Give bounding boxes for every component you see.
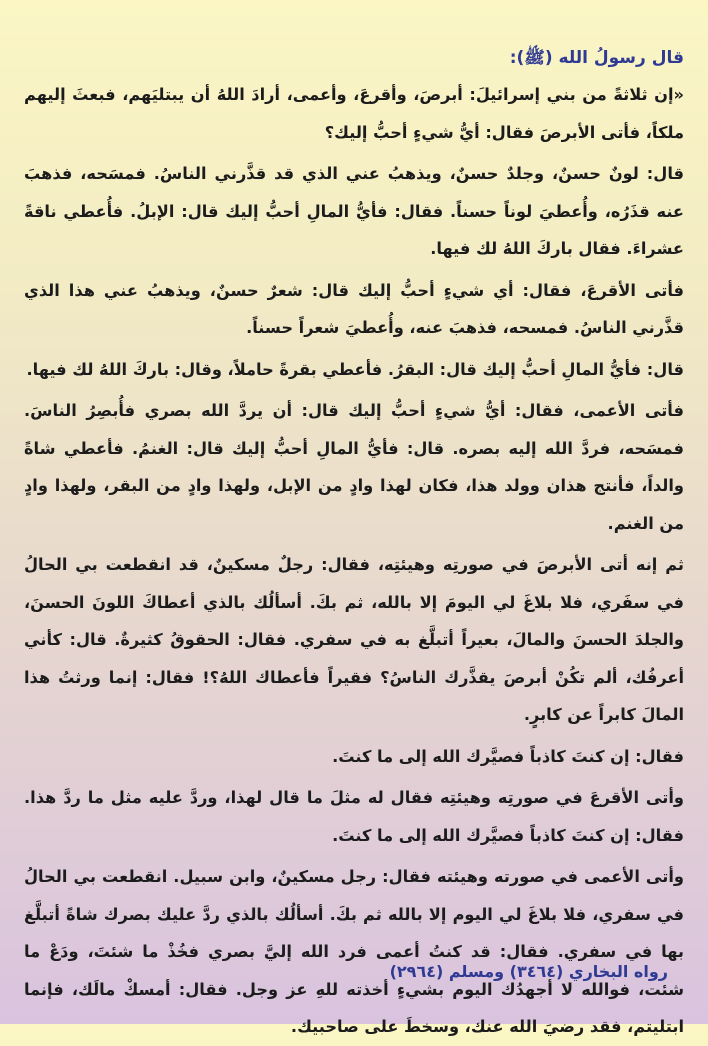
paragraph-6: ثم إنه أتى الأبرصَ في صورتِه وهيئتِه، فقال: رجلٌ مسكينٌ، قد انقطعت بي الحالُ في سفَري، فلا بلاغَ لي اليومَ إلا بالله، ثم بكَ. أسألُك بالذي أعطاكَ اللونَ الحسنَ، والجلدَ الحسنَ والمالَ، بعيراً أتبلَّغ به في سفري. فقال: الحقوقُ كثيرةٌ. قال: كأني أعرفُك، ألم تكُنْ أبرصَ يقذَّرك الناسُ؟ فقيراً فأعطاك اللهُ؟! فقال: إنما ورثتُ هذا المالَ كابراً عن كابرٍ. [24, 555, 684, 724]
paragraph-3: فأتى الأقرعَ، فقال: أي شيءٍ أحبُّ إليك قال: شعرٌ حسنٌ، ويذهبُ عني هذا الذي قذَّرني الناسُ. فمسحه، فذهبَ عنه، وأُعطيَ شعراً حسناً. [24, 280, 684, 337]
paragraph-1: «إن ثلاثةً من بني إسرائيلَ: أبرصَ، وأقرعَ، وأعمى، أرادَ اللهُ أن يبتليَهم، فبعثَ إليهم ملكاً، فأتى الأبرصَ فقال: أيُّ شيءٍ أحبُّ إليك؟ [24, 85, 684, 142]
paragraph-4: قال: فأيُّ المالِ أحبُّ إليك قال: البقرُ. فأعطي بقرةً حاملاً، وقال: باركَ اللهُ لك فيها. [26, 359, 684, 379]
paragraph-8: وأتى الأقرعَ في صورتِه وهيئتِه فقال له مثلَ ما قال لهذا، وردَّ عليه مثل ما ردَّ هذا. فقال: إن كنتَ كاذباً فصيَّرك الله إلى ما كنتَ. [24, 788, 684, 845]
paragraph-7: فقال: إن كنتَ كاذباً فصيَّرك الله إلى ما كنتَ. [332, 746, 684, 766]
paragraph-5: فأتى الأعمى، فقال: أيُّ شيءٍ أحبُّ إليك قال: أن يردَّ الله بصري فأُبصِرُ الناسَ. فمسَحه، فردَّ الله إليه بصره. قال: فأيُّ المالِ أحبُّ إليك قال: الغنمُ. فأعطي شاةً والداً، فأنتج هذان وولد هذا، فكان لهذا وادٍ من الإبل، ولهذا وادٍ من البقر، ولهذا وادٍ من الغنم. [24, 401, 684, 533]
hadith-source: رواه البخاري (٣٤٦٤) ومسلم (٢٩٦٤) [389, 962, 668, 981]
paragraph-2: قال: لونٌ حسنٌ، وجلدٌ حسنٌ، ويذهبُ عني الذي قد قذَّرني الناسُ. فمسَحه، فذهبَ عنه قذَرُه، وأُعطيَ لوناً حسناً. فقال: فأيُّ المالِ أحبُّ إليك قال: الإبلُ. فأُعطي ناقةً عشراءَ. فقال باركَ اللهُ لك فيها. [24, 164, 684, 258]
paragraph-9: وأتى الأعمى في صورته وهيئته فقال: رجل مسكينٌ، وابن سبيل. انقطعت بي الحالُ في سفري، فلا بلاغَ لي اليوم إلا بالله ثم بكَ. أسألُك بالذي ردَّ عليك بصرك شاةً أتبلَّغ بها في سفري. فقال: قد كنتُ أعمى فرد الله إليَّ بصري فخُذْ ما شئتَ، ودَعْ ما شئت، فوالله لا أجهدُك اليوم بشيءٍ أخذته للهِ عز وجل. فقال: أمسكْ مالَك، فإنما ابتليتم، فقد رضيَ الله عنك، وسخطَ على صاحبيك. [24, 867, 684, 1036]
hadith-heading: قال رسولُ الله (ﷺ): [509, 48, 684, 68]
